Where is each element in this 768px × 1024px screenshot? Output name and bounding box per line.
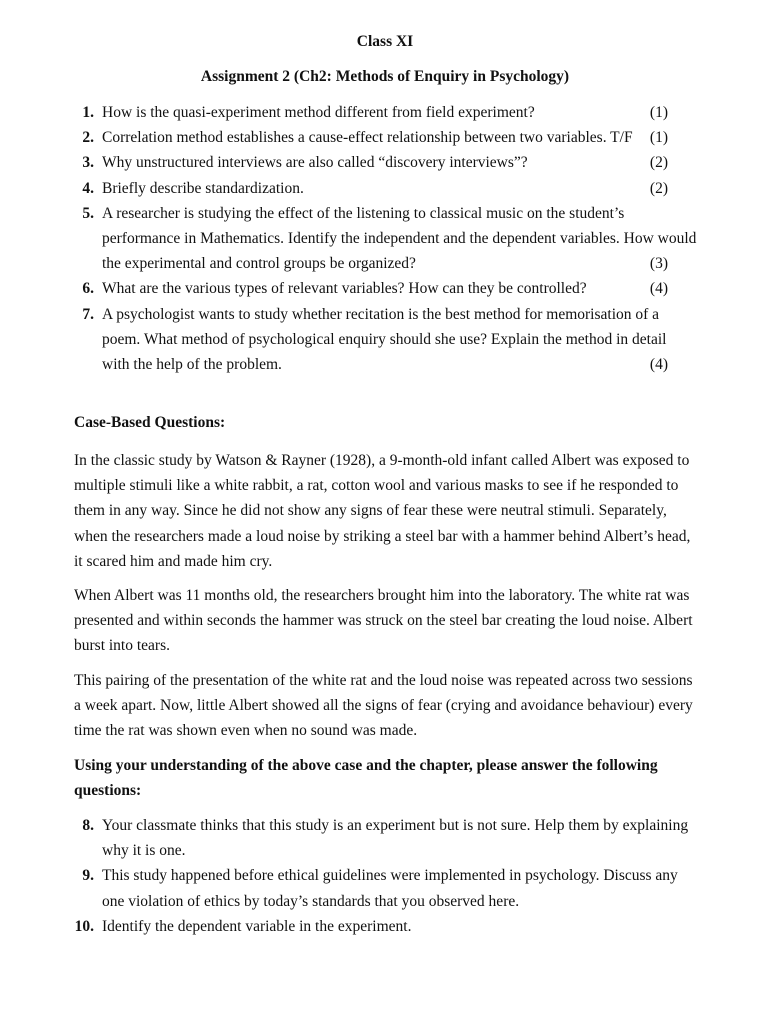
case-paragraph-line: when the researchers made a loud noise by striking a steel bar with a hammer behind Albert’s head,: [74, 527, 691, 545]
question-marks: (1): [649, 104, 668, 121]
case-instruction-line: questions:: [74, 782, 142, 800]
question-number: 3.: [82, 154, 94, 172]
case-paragraph-line: presented and within seconds the hammer was struck on the steel bar creating the loud noise. Albert: [74, 612, 693, 630]
case-section-heading: Case-Based Questions:: [74, 414, 226, 431]
question-number: 10.: [74, 917, 94, 935]
case-paragraph: [74, 583, 698, 659]
case-paragraph-line: it scared him and made him cry.: [74, 552, 273, 570]
case-instruction-line: Using your understanding of the above case and the chapter, please answer the following: [74, 757, 658, 774]
assignment-title: Assignment 2 (Ch2: Methods of Enquiry in Psychology): [200, 68, 570, 85]
question-text-line: performance in Mathematics. Identify the independent and the dependent variables. How would: [102, 230, 697, 247]
question-number: 6.: [82, 280, 94, 298]
question-text-line: with the help of the problem.: [102, 356, 282, 373]
question-marks: (4): [649, 356, 668, 373]
case-paragraph: [74, 448, 698, 574]
question-text-line: poem. What method of psychological enquiry should she use? Explain the method in detail: [102, 330, 667, 348]
question-item: [74, 201, 698, 277]
question-item: [74, 813, 698, 863]
question-marks: (3): [649, 255, 668, 273]
question-item: [74, 176, 698, 201]
question-item: [74, 150, 698, 175]
question-number: 2.: [82, 129, 94, 147]
question-item: [74, 863, 698, 913]
question-text-line: A psychologist wants to study whether recitation is the best method for memorisation of a: [102, 305, 660, 323]
question-text-line: Briefly describe standardization.: [102, 179, 304, 197]
question-marks: (4): [649, 280, 668, 298]
case-paragraph-line: In the classic study by Watson & Rayner (1928), a 9-month-old infant called Albert was exposed to: [74, 452, 690, 469]
class-title: Class XI: [356, 33, 414, 50]
case-paragraph-line: When Albert was 11 months old, the researchers brought him into the laboratory. The white rat was: [74, 587, 690, 604]
question-text-line: the experimental and control groups be organized?: [102, 255, 416, 273]
question-item: [74, 276, 698, 301]
question-number: 7.: [82, 305, 94, 323]
question-text-line: What are the various types of relevant variables? How can they be controlled?: [102, 280, 587, 298]
case-paragraph-line: burst into tears.: [74, 637, 170, 655]
question-number: 1.: [82, 104, 94, 121]
question-text-line: This study happened before ethical guidelines were implemented in psychology. Discuss any: [102, 867, 678, 885]
question-number: 8.: [82, 817, 94, 834]
question-text-line: Why unstructured interviews are also called “discovery interviews”?: [102, 154, 528, 172]
case-instruction: [74, 753, 698, 803]
question-number: 4.: [82, 179, 94, 197]
question-text-line: one violation of ethics by today’s standards that you observed here.: [102, 892, 520, 910]
question-text-line: why it is one.: [102, 842, 186, 860]
case-paragraph-line: multiple stimuli like a white rabbit, a rat, cotton wool and various masks to see if he responded to: [74, 477, 679, 495]
question-marks: (2): [649, 179, 668, 197]
case-paragraph-line: a week apart. Now, little Albert showed all the signs of fear (crying and avoidance behaviour) every: [74, 697, 693, 715]
question-text-line: Identify the dependent variable in the experiment.: [102, 917, 412, 935]
case-paragraph-line: This pairing of the presentation of the white rat and the loud noise was repeated across two sessions: [74, 672, 693, 689]
question-number: 5.: [82, 204, 94, 222]
question-marks: (2): [649, 154, 668, 172]
question-number: 9.: [82, 867, 94, 885]
question-item: [74, 125, 698, 150]
case-paragraph: [74, 668, 698, 744]
case-paragraph-line: them in any way. Since he did not show any signs of fear these were neutral stimuli. Separately,: [74, 502, 667, 520]
question-text-line: How is the quasi-experiment method different from field experiment?: [102, 104, 535, 121]
question-text-line: A researcher is studying the effect of the listening to classical music on the student’s: [102, 204, 625, 222]
question-item: [74, 100, 698, 125]
question-text-line: Your classmate thinks that this study is an experiment but is not sure. Help them by explaining: [102, 817, 689, 834]
case-paragraph-line: time the rat was shown even when no sound was made.: [74, 722, 418, 740]
question-item: [74, 914, 698, 939]
question-marks: (1): [649, 129, 668, 147]
question-text-line: Correlation method establishes a cause-effect relationship between two variables. T/F: [102, 129, 633, 147]
question-item: [74, 302, 698, 378]
